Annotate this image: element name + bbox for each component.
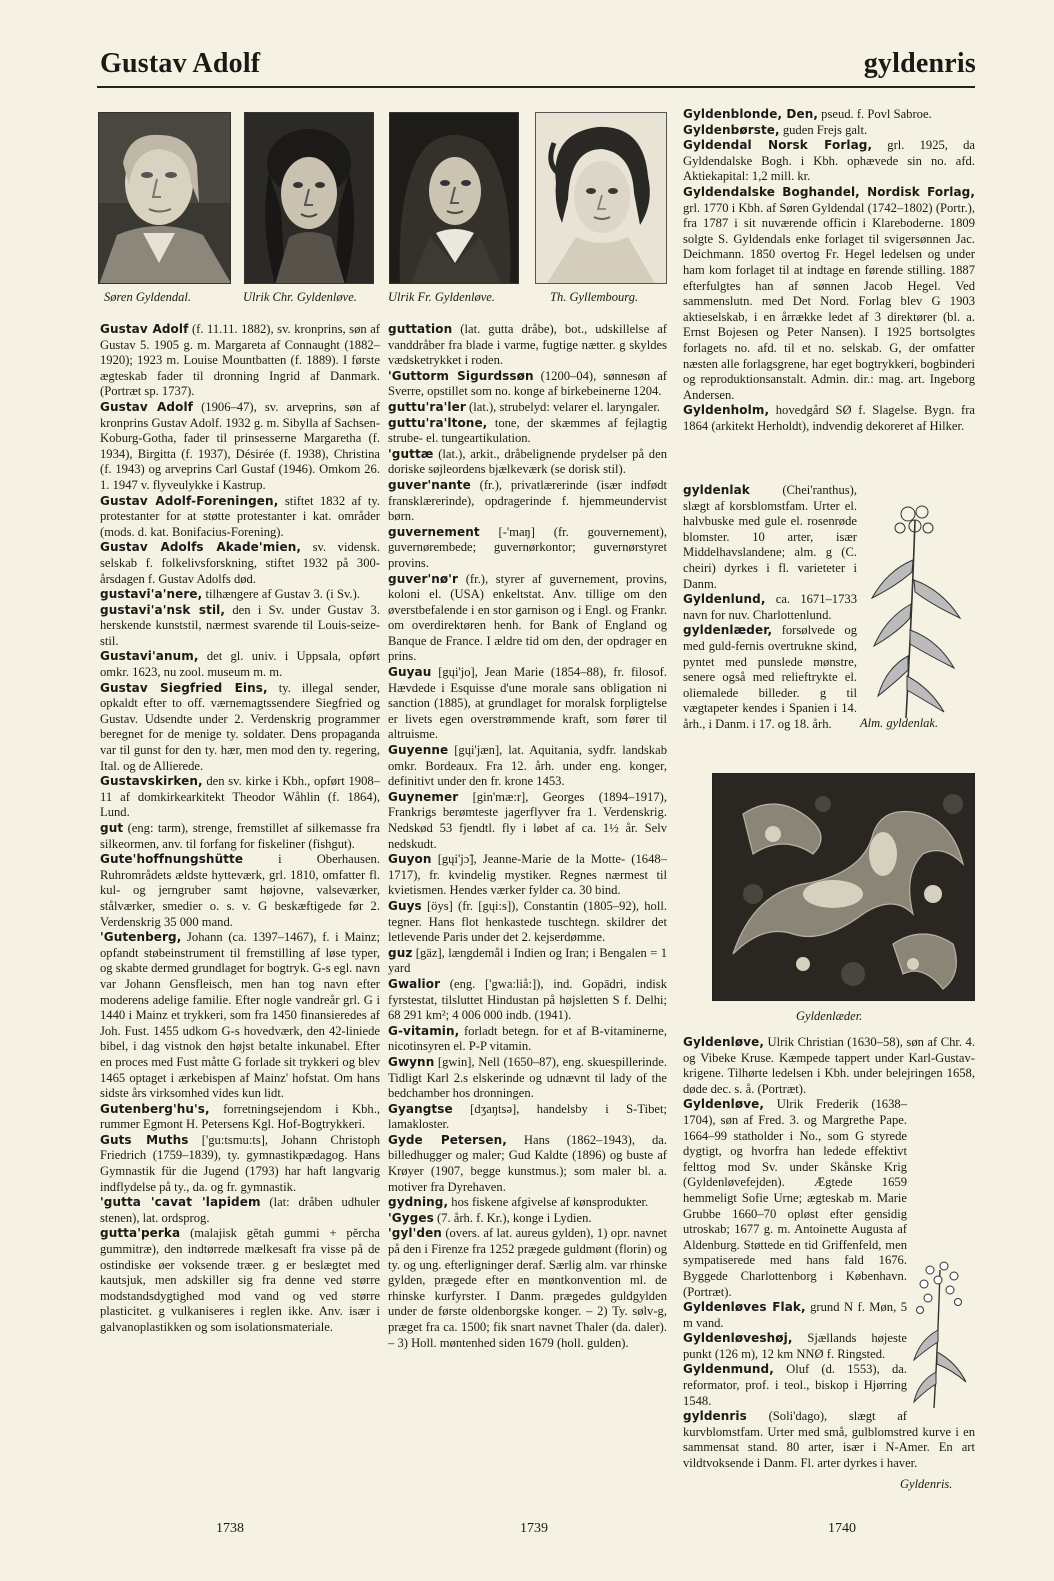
- portrait-ulrik-fr-gyldenlove: [389, 112, 519, 284]
- entry: gyldenris (Soli'dago), slægt af kurvblomstfam. Urter med små, gulblomstred kurve i en sammensat stand. 80 arter, især i N-Amer. En art vildtvoksende i Danm. Fl. arter dyrkes i haver.: [683, 1409, 975, 1471]
- entry: Gyldenløveshøj, Sjællands højeste punkt (126 m), 12 km NNØ f. Ringsted.: [683, 1331, 907, 1361]
- running-head-right: gyldenris: [863, 48, 976, 79]
- entry: gustavi'a'nere, tilhængere af Gustav 3. (i Sv.).: [100, 587, 360, 602]
- entry: Gyldenløves Flak, grund N f. Møn, 5 m vand.: [683, 1300, 907, 1330]
- entry: Guyenne [gųi'jæn], lat. Aquitania, sydfr. landskab omkr. Bordeaux. Fra 12. årh. under eng. konger, definitivt under den fr. krone 1453.: [388, 743, 667, 789]
- entry: gyldenlak (Chei'ranthus), slægt af korsblomstfam. Urter el. halvbuske med gule el. rosenrøde blomster. 10 arter, især Middelhavslandene; alm. g (C. cheiri) dyrkes i fl. varieteter i Danm.: [683, 483, 857, 591]
- running-head-left: Gustav Adolf: [100, 48, 261, 79]
- header-rule: [97, 86, 975, 88]
- entry: 'gutta 'cavat 'lapidem (lat: dråben udhuler stenen), lat. ordsprog.: [100, 1195, 380, 1225]
- entry: Gustavi'anum, det gl. univ. i Uppsala, opført omkr. 1623, nu zool. museum m. m.: [100, 649, 380, 680]
- entry: guver'nø'r (fr.), styrer af guvernement, provins, koloni el. (USA) enkeltstat. Anv. tillige om den øverstbefalende i en stor garnison og i Engl. og Frankr. om overdirektøren henh. for Bank of England og Banque de France. I ældre tid om den, der opdrager en prins.: [388, 571, 667, 664]
- entry: Gute'hoffnungshütte i Oberhausen. Ruhrområdets ældste hytteværk, grl. 1810, omfatter fl. kul- og jerngruber samt højovne, valseværker, stålværker, smedier o. s. v. G beskæftigede før 2. Verdenskrig 35 000 mand.: [100, 852, 380, 929]
- entry: Gutenberg'hu's, forretningsejendom i Kbh., rummer Egmont H. Petersens Kgl. Hof-Bogtrykkeri.: [100, 1101, 380, 1132]
- entry: 'guttæ (lat.), arkit., dråbelignende prydelser på den doriske søjleordens bjælkeværk (se dorisk stil).: [388, 446, 667, 477]
- portrait-caption-1: Søren Gyldendal.: [104, 290, 192, 304]
- entry: Gustav Siegfried Eins, ty. illegal sender, opkaldt efter to off. værnemagtssendere Siegfried og Gustav. Udsendte under 2. Verdenskrig programmer beregnet for de menige ty. soldater. Dens propaganda var til gunst for den ty. hær, men mod den ty. regering, Ital. og de Allierede.: [100, 680, 380, 773]
- entry: Guyon [gųi'jɔ̃], Jeanne-Marie de la Motte- (1648–1717), fr. kvindelig mystiker. Regnes nærmest til kvietismen. Hendes værker fylder ca. 30 bind.: [388, 852, 667, 898]
- entry: guttu'ra'ler (lat.), strubelyd: velarer el. laryngaler.: [388, 399, 660, 414]
- page-number-middle: 1739: [520, 1521, 548, 1536]
- entry: guttu'ra'ltone, tone, der skæmmes af fejlagtig strube- el. tungeartikulation.: [388, 415, 667, 446]
- portrait-caption-4: Th. Gyllembourg.: [550, 290, 639, 304]
- entry: gyldenlæder, forsølvede og med guld-fernis overtrukne skind, pyntet med punslede mønstre, senere også med relieftrykte el. oliemalede billeder. g til vægtapeter kendes i Spanien i 14. årh., i Danm. i 17. og 18. årh.: [683, 623, 857, 731]
- entry: Gyldenmund, Oluf (d. 1553), da. reformator, prof. i teol., biskop i Hjørring 1548.: [683, 1362, 907, 1408]
- gyldenlaeder-illustration: [712, 773, 975, 1001]
- entry: gut (eng: tarm), strenge, fremstillet af silkemasse fra silkeormen, anv. til forfang for fiskeliner (fishgut).: [100, 821, 380, 851]
- page-number-right: 1740: [828, 1521, 856, 1536]
- page-number-left: 1738: [216, 1521, 244, 1536]
- gyldenlak-illustration: [860, 500, 970, 722]
- entry: Guynemer [gin'mæ:r], Georges (1894–1917), Frankrigs berømteste jagerflyver fra 1. Verdenskrig. Nedskød 53 fjendtl. fly i løbet af ca. 1½ år. Selv nedskudt.: [388, 789, 667, 851]
- entry: 'Gutenberg, Johann (ca. 1397–1467), f. i Mainz; opfandt støbeinstrument til fremstilling af løse typer, og skabte dermed grundlaget for bogtryk. G-s egl. navn var Johann Gensfleisch, men han tog navn efter moderens adelige familie. Efter nogle vandreår grl. G i 1440 i Mainz et trykkeri, som fra 1450 finansieredes af Joh. Fust. 1455 udkom G-s hovedværk, den 42-liniede bibel, i dag vistnok den højst betalte inkunabel. Efter en proces med Fust måtte G forlade sit trykkeri og blev 1465 optaget i ærkebispen af Mainz' hofstat. Om hans sidste års virksomhed vides kun lidt.: [100, 930, 380, 1101]
- entry: Guys [öys] (fr. [gųi:s]), Constantin (1805–92), holl. tegner. Hans flot henkastede tuschtegn. skildrer det letlevende Paris under det 2. kejserdømme.: [388, 898, 667, 945]
- entry: gydning, hos fiskene afgivelse af kønsprodukter.: [388, 1195, 649, 1210]
- portrait-th-gyllembourg: [535, 112, 667, 284]
- entry: 'Gyges (7. årh. f. Kr.), konge i Lydien.: [388, 1210, 592, 1225]
- entry: Gustav Adolf-Foreningen, stiftet 1832 af ty. protestanter for at støtte protestanter i kat. områder (mods. d. kat. Bonifacius-Forening).: [100, 493, 380, 539]
- portrait-caption-3: Ulrik Fr. Gyldenløve.: [388, 290, 495, 304]
- entry: 'Guttorm Sigurdssøn (1200–04), sønnesøn af Sverre, opstillet som no. konge af birkebeinerne 1204.: [388, 368, 667, 399]
- entry: Gyldenholm, hovedgård SØ f. Slagelse. Bygn. fra 1864 (arkitekt Herholdt), indvendig dekoreret af Hilker.: [683, 403, 975, 433]
- entry: Gustav Adolf (f. 11.11. 1882), sv. kronprins, søn af Gustav 5. 1905 g. m. Margareta af Connaught (1882–1920); 1923 m. Louise Mountbatten (f. 1889). I første ægteskab fader til dronning Ingrid af Danmark. (Portræt sp. 1737).: [100, 322, 380, 399]
- entry: Gyde Petersen, Hans (1862–1943), da. billedhugger og maler; Gud Kaldte (1896) og buste af Krøyer (1907, begge kunstmus.); som maler bl. a. motiver fra Dyrehaven.: [388, 1132, 667, 1194]
- entry: Gustav Adolfs Akade'mien, sv. vidensk. selskab f. folkelivsforskning, stiftet 1932 på 300-årsdagen f. Gustav Adolfs død.: [100, 540, 380, 586]
- entry: Guyau [gųi'jo], Jean Marie (1854–88), fr. filosof. Hævdede i Esquisse d'une morale sans obligation ni sanction (1885), at grundlaget for moralsk forpligtelse er livets egen overstrømmende kraft, som fører til altruisme.: [388, 665, 667, 742]
- entry: guvernement [-'maŋ] (fr. gouvernement), guvernørembede; guvernørkontor; guvernørstyret provins.: [388, 524, 667, 570]
- entry: 'gyl'den (overs. af lat. aureus gylden), 1) opr. navnet på den i Firenze fra 1252 prægede guldmønt (florin) og ty. og ung. efterligninger deraf. Særlig alm. var rhinske gylden, prægede efter en møntkonvention ml. de rhinske kurfyrster. I Danm. prægedes guldgylden under de første oldenborgske konger. – 2) Ty. sølv-g, præget fra ca. 1500; fik snart navnet Thaler (da. daler). – 3) Holl. møntenhed siden 1679 (holl. gulden).: [388, 1226, 667, 1350]
- entry: Gustav Adolf (1906–47), sv. arveprins, søn af kronprins Gustav Adolf. 1932 g. m. Sibylla af Sachsen-Koburg-Gotha, fader til prinsesserne Margaretha (f. 1934), Birgitta (f. 1937), Désirée (f. 1938), Christina (f. 1943) og arveprins Carl Gustaf (1946). Omkom 26. 1. 1947 v. flyveulykke i Kastrup.: [100, 399, 380, 492]
- entry: gutta'perka (malajisk gĕtah gummi + pĕrcha gummitræ), den indtørrede mælkesaft fra visse på de ostindiske øer voksende træer. g er beslægtet med kautsjuk, men adskiller sig fra denne ved større modstandsdygtighed mod vand og ved større plasticitet. g vulkaniseres i reglen ikke. Anv. især i galvanoplastikken og som isolationsmateriale.: [100, 1226, 380, 1334]
- gyldenris-illustration: [910, 1260, 972, 1410]
- portrait-soren-gyldendal: [98, 112, 231, 284]
- entry: Gyldendalske Boghandel, Nordisk Forlag, grl. 1770 i Kbh. af Søren Gyldendal (1742–1802) (Portr.), fra 1787 i sit nuværende officin i Klareboderne. 1809 solgte S. Gyldendals enke forlaget til svigersønnen Jac. Deichmann. 1850 overtog Fr. Hegel ledelsen og under ham kom forlaget til at indtage en førende stilling. 1887 efterfulgtes han af sønnen Jacob Hegel. Ved sammenslutn. med Det Nord. Forlag blev G 1903 aktieselskab, i en årrække ledet af 3 direktører (bl. a. Ernst Bojesen og Peter Nansen). I 1925 bortsolgtes forlagets no. afd. til et no. selskab. G, der omfatter næsten alle forlagsgrene, har eget bogtrykkeri, bogbinderi og reproduktionsanstalt. Admin. dir.: mag. art. Ingeborg Andersen.: [683, 184, 975, 402]
- entry: Guts Muths ['gu:tsmu:ts], Johann Christoph Friedrich (1759–1839), ty. gymnastikpædagog. Hans Gymnastik für die Jugend (1793) har haft langvarig indflydelse på ty., da. og fr. gymnastik.: [100, 1132, 381, 1194]
- entry: Gyldenbørste, guden Frejs galt.: [683, 122, 868, 137]
- entry: Gyangtse [dʒaŋtsə], handelsby i S-Tibet; lamakloster.: [388, 1101, 667, 1132]
- entry: Gwynn [gwin], Nell (1650–87), eng. skuespillerinde. Tidligt Karl 2.s elskerinde og udnævnt til lady of the bedchamber hos dronningen.: [388, 1054, 667, 1101]
- entry: Gyldenblonde, Den, pseud. f. Povl Sabroe.: [683, 107, 932, 121]
- column-1: [100, 322, 380, 1336]
- entry: guz [gäz], længdemål i Indien og Iran; i Bengalen = 1 yard: [388, 945, 667, 976]
- gyldenlak-caption: Alm. gyldenlak.: [860, 716, 939, 730]
- gyldenlaeder-caption: Gyldenlæder.: [796, 1009, 863, 1023]
- gyldenris-caption: Gyldenris.: [900, 1477, 953, 1491]
- entry: guttation (lat. gutta dråbe), bot., udskillelse af vanddråber fra blade i varme, fugtige nætter. g skyldes vædsketrykket i roden.: [388, 322, 667, 368]
- entry: Gustavskirken, den sv. kirke i Kbh., opført 1908–11 af domkirkearkitekt Theodor Wåhlin (f. 1864), Lund.: [100, 774, 380, 820]
- entry: G-vitamin, forladt betegn. for et af B-vitaminerne, nicotinsyren el. P-P vitamin.: [388, 1023, 667, 1054]
- entry: Gyldenløve, Ulrik Frederik (1638–1704), søn af Fred. 3. og Margrethe Pape. 1664–99 statholder i No., som G styrede dygtigt, og hvorfra han ledede effektivt felttog mod Sv. under Skånske Krig (Gyldenløvefejden). Ægtede 1659 hemmeligt Sofie Urne; ægteskab m. Marie Grubbe 1660–70 opløst efter gensidig utroskab; 1677 g. m. Antoinette Augusta af Aldenburg. Støttede en tid Griffenfeld, men sympatiserede med hans fald 1676. Byggede Charlottenborg i København. (Portræt).: [683, 1097, 907, 1299]
- portrait-caption-2: Ulrik Chr. Gyldenløve.: [243, 290, 357, 304]
- portrait-ulrik-chr-gyldenlove: [244, 112, 374, 284]
- column-2: [388, 322, 667, 1351]
- entry: gustavi'a'nsk stil, den i Sv. under Gustav 3. herskende kunststil, nærmest svarende til Louis-seize-stil.: [100, 602, 380, 648]
- entry: guver'nante (fr.), privatlærerinde (især indfødt fransklærerinde), opdragerinde f. hjemmeundervist børn.: [388, 477, 667, 524]
- entry: Gyldendal Norsk Forlag, grl. 1925, da Gyldendalske Bogh. i Kbh. ophævede sin no. afd. Aktiekapital: 1,2 mill. kr.: [683, 138, 975, 184]
- entry: Gwalior (eng. ['gwa:liå:]), ind. Gopādri, indisk fyrstestat, tilsluttet Hindustan på højsletten S f. Delhi; 68 291 km²; 4 006 000 indb. (1941).: [388, 976, 667, 1023]
- entry: Gyldenlund, ca. 1671–1733 navn for nuv. Charlottenlund.: [683, 592, 857, 622]
- column-3-top: [683, 107, 975, 434]
- entry: Gyldenløve, Ulrik Christian (1630–58), søn af Chr. 4. og Vibeke Kruse. Kæmpede tappert under Karl-Gustav-krigene. Tilhørte ledelsen i Kbh. under belejringen 1658, døde dec. s. å. (Portræt).: [683, 1035, 975, 1096]
